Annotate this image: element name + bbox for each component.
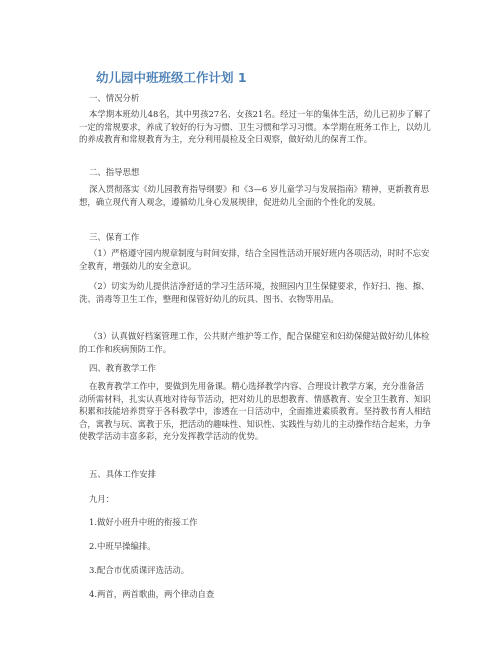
- section-heading-4: 四、教育教学工作: [89, 363, 156, 373]
- section-heading-5: 五、具体工作安排: [89, 469, 156, 479]
- month-label: 九月：: [89, 494, 115, 504]
- list-item: 4.两首，两首歌曲，两个律动自查: [89, 589, 215, 599]
- document-title: 幼儿园中班班级工作计划 1: [96, 70, 247, 85]
- section-heading-2: 二、指导思想: [89, 167, 140, 177]
- paragraph-text: 本学期本班幼儿48名，其中男孩27名、女孩21名。经过一年的集体生活，幼儿已初步了解了一定的常规要求，养成了较好的行为习惯、卫生习惯和学习习惯。本学期在班务工作上，以幼儿的养成教育和常规教育为主，充分利用晨检及全日观察，做好幼儿的保育工作。: [79, 109, 431, 145]
- paragraph-text: （2）切实为幼儿提供洁净舒适的学习生活环境，按照园内卫生保健要求，作好扫、拖、擦、洗、消毒等卫生工作，整理和保管好幼儿的玩具、图书、衣物等用品。: [79, 281, 430, 304]
- section-heading-3: 三、保育工作: [89, 232, 140, 242]
- paragraph-care-2: [79, 280, 431, 305]
- paragraph-text: （1）严格遵守园内规章制度与时间安排，结合全园性活动开展好班内各项活动，时时不忘安全教育，增强幼儿的安全意识。: [79, 248, 430, 271]
- list-item: 2.中班早操编排。: [89, 541, 156, 551]
- paragraph-care-3: [79, 330, 431, 355]
- paragraph-text: （3）认真做好档案管理工作，公共财产维护等工作，配合保健室和妇幼保健站做好幼儿体检的工作和疾病预防工作。: [79, 331, 430, 354]
- list-item: 3.配合市优质课评选活动。: [89, 565, 190, 575]
- paragraph-text: 在教育教学工作中，要做到先用备课。精心选择教学内容、合理设计教学方案，充分准备活动所需材料，扎实认真地对待每节活动，把对幼儿的思想教育、情感教育、安全卫生教育、知识积累和技能培养贯穿于各科教学中，渗透在一日活动中，全面推进素质教育。坚持教书育人相结合，寓教与玩、寓教于乐，把活动的趣味性、知识性、实践性与幼儿的主动操作结合起来，力争使教学活动丰富多彩，充分发挥教学活动的优势。: [79, 381, 431, 442]
- paragraph-text: 深入贯彻落实《幼儿园教育指导纲要》和《3—6 岁儿童学习与发展指南》精神，更新教育思想，确立现代育人观念，遵循幼儿身心发展规律，促进幼儿全面的个性化的发展。: [79, 184, 429, 207]
- paragraph-care-1: [79, 247, 431, 272]
- list-item: 1.做好小班升中班的衔接工作: [89, 517, 198, 527]
- paragraph-guidance: [79, 183, 431, 208]
- paragraph-teaching: [79, 380, 431, 443]
- paragraph-situation: [79, 108, 431, 146]
- section-heading-1: 一、情况分析: [89, 93, 140, 103]
